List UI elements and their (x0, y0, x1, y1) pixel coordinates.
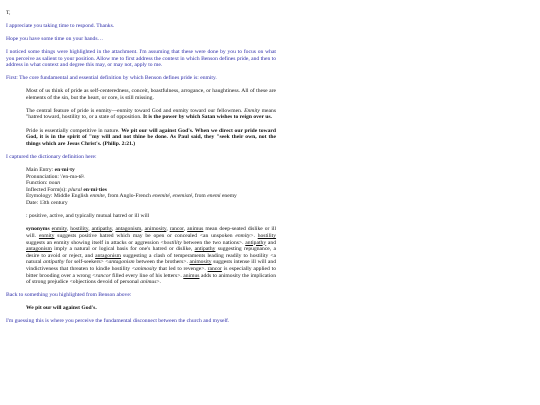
date: Date: 13th century (26, 200, 68, 206)
quote-paragraph-3: Pride is essentially competitive in nature. We pit our will against God's. When we direct our pride toward God, it is in the spirit of "my will and not thine be done. As Paul said, they "seek their own, not the things which are Jesus Christ's. (Philip. 2:21.) (26, 127, 276, 147)
function: Function: noun (26, 180, 61, 187)
intro-paragraph: I noticed some things were highlighted in the attachment. I'm assuming that these were done by you to focus on what you perceive as salient to your position. Allow me to first address the context in which Benson defines pride, and then to address in what context and degree this may, or may not, apply to me. (6, 48, 276, 69)
pit-quote: We pit our will against God's. (26, 305, 97, 312)
synonyms-paragraph: synonyms enmity, hostility, antipathy, antagonism, animosity, rancor, animus mean deep-seated dislike or ill will. enmity suggests positive hatred which may be open or concealed <an unspoken enmity>. hostility suggests an enmity showing itself in attacks or aggression <hostility between the two nations>. antipathy and antagonism imply a natural or logical basis for one's hatred or dislike, antipathy suggesting repugnance, a desire to avoid or reject, and antagonism suggesting a clash of temperaments leading readily to hostility <a natural antipathy for self-seekers> <antagonism between the brothers>. animosity suggests intense ill will and vindictiveness that threaten to kindle hostility <animosity that led to revenge>. rancor is especially applied to bitter brooding over a wrong <rancor filled every line of his letters>. animus adds to animosity the implication of strong prejudice <objections devoid of personal animus>. (26, 226, 277, 286)
guessing-line: I'm guessing this is where you perceive the fundamental disconnect between the church and myself. (6, 318, 230, 325)
quote-paragraph-1: Most of us think of pride as self-centeredness, conceit, boastfulness, arrogance, or haughtiness. All of these are elements of the sin, but the heart, or core, is still missing. (26, 88, 276, 101)
benson-quote (26, 88, 276, 147)
first-point: First: The core fundamental and essential definition by which Benson defines pride is: enmity. (6, 75, 217, 82)
main-entry: Main Entry: en·mi·ty (26, 167, 75, 174)
hope-line: Hope you have some time on your hands… (6, 35, 104, 42)
email-body (6, 10, 276, 331)
captured-line: I captured the dictionary definition here: (6, 154, 97, 161)
dictionary-entry (26, 167, 276, 286)
greeting: T, (6, 10, 11, 16)
pronunciation: Pronunciation: \'en-mə-tē\ (26, 173, 85, 180)
inflected-form: Inflected Form(s): plural en·mi·ties (26, 186, 107, 193)
etymology: Etymology: Middle English enmite, from Anglo-French enemité, enemisté, from enemi enemy (26, 193, 237, 200)
quote-paragraph-2: The central feature of pride is enmity—enmity toward God and enmity toward our fellowmen. Enmity means "hatred toward, hostility to, or a state of opposition. It is the power by which Satan wishes to reign over us. (26, 107, 276, 121)
thanks-line: I appreciate you taking time to respond. Thanks. (6, 22, 115, 29)
definition: : positive, active, and typically mutual hatred or ill will (26, 213, 150, 220)
back-line: Back to something you highlighted from Benson above: (6, 292, 132, 299)
